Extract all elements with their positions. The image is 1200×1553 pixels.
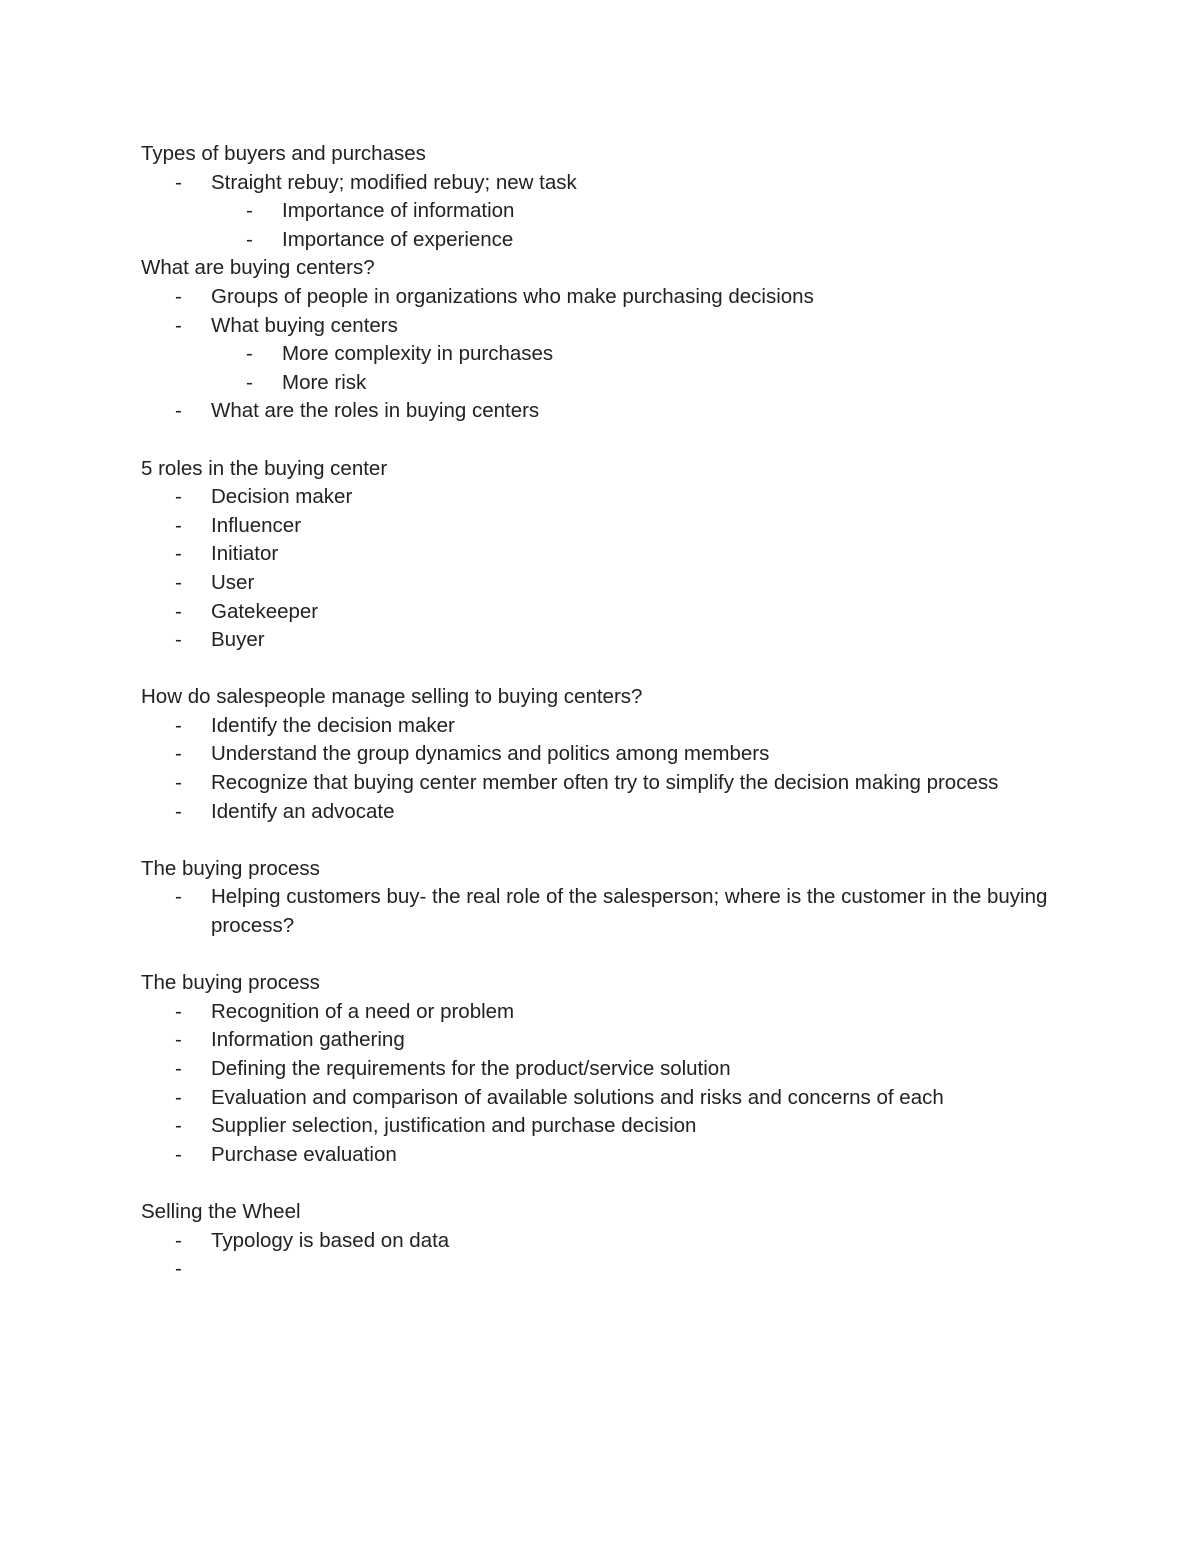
blank-line [141, 426, 1061, 455]
bullet-dash: - [175, 1257, 182, 1281]
list-item-text: Purchase evaluation [211, 1142, 397, 1166]
sub-list-item-text: More risk [282, 370, 367, 394]
bullet-dash: - [175, 542, 182, 566]
section-heading: What are buying centers? [141, 256, 375, 280]
bullet-dash: - [175, 1057, 182, 1080]
list-item-text: Supplier selection, justification and purchase decision [211, 1114, 697, 1138]
sub-list-item [141, 197, 1061, 226]
document-body [141, 140, 1061, 1281]
list-item-text: Helping customers buy- the real role of the salesperson; where is the customer in the buying process? [211, 885, 1048, 938]
list-item [141, 1227, 1061, 1256]
list-item-text: Decision maker [211, 485, 353, 509]
bullet-dash: - [175, 570, 182, 594]
bullet-dash: - [175, 599, 182, 623]
list-item-text: Straight rebuy; modified rebuy; new task [211, 170, 577, 194]
list-item [141, 169, 1061, 198]
list-item-text: Evaluation and comparison of available solutions and risks and concerns of each [211, 1085, 944, 1109]
list-item-text: Typology is based on data [211, 1228, 450, 1252]
bullet-dash: - [175, 1228, 182, 1252]
list-item-text: Gatekeeper [211, 599, 319, 623]
list-item-text: User [211, 570, 255, 594]
sub-list-item-text: Importance of experience [282, 227, 514, 251]
bullet-dash: - [175, 742, 182, 766]
list-item [141, 569, 1061, 598]
list-item [141, 1084, 1061, 1113]
sub-list-item-text: Importance of information [282, 199, 515, 223]
list-item-text: What buying centers [211, 313, 398, 337]
blank-line [141, 941, 1061, 970]
bullet-dash: - [175, 1085, 182, 1109]
bullet-dash: - [175, 885, 182, 909]
list-item-text: What are the roles in buying centers [211, 399, 540, 423]
bullet-dash: - [246, 199, 253, 223]
list-item [141, 769, 1061, 798]
list-item [141, 540, 1061, 569]
list-item [141, 798, 1061, 827]
bullet-dash: - [175, 170, 182, 194]
blank-line [141, 1169, 1061, 1198]
bullet-dash: - [175, 799, 182, 823]
list-item-text: Influencer [211, 513, 302, 537]
list-item-text: Recognize that buying center member often try to simplify the decision making process [211, 771, 999, 795]
bullet-dash: - [175, 399, 182, 423]
blank-line [141, 826, 1061, 855]
list-item [141, 740, 1061, 769]
bullet-dash: - [175, 284, 182, 308]
bullet-dash: - [175, 1028, 182, 1052]
list-item [141, 1141, 1061, 1170]
section-heading: Selling the Wheel [141, 1199, 301, 1223]
bullet-dash: - [246, 370, 253, 394]
bullet-dash: - [175, 513, 182, 537]
list-item [141, 283, 1061, 312]
list-item [141, 1055, 1061, 1084]
list-item [141, 883, 1061, 940]
list-item [141, 712, 1061, 741]
sub-list-item [141, 369, 1061, 398]
list-item-text: Defining the requirements for the product/service solution [211, 1057, 731, 1080]
bullet-dash: - [175, 628, 182, 652]
bullet-dash: - [175, 713, 182, 737]
list-item [141, 312, 1061, 341]
list-item [141, 598, 1061, 627]
sub-list-item [141, 340, 1061, 369]
list-item [141, 1026, 1061, 1055]
bullet-dash: - [175, 485, 182, 509]
sub-list-item-text: More complexity in purchases [282, 342, 554, 366]
section-heading: 5 roles in the buying center [141, 456, 388, 480]
section-heading: The buying process [141, 856, 320, 880]
list-item [141, 626, 1061, 655]
bullet-dash: - [175, 999, 182, 1023]
section-heading: The buying process [141, 971, 320, 995]
bullet-dash: - [175, 1114, 182, 1138]
section-heading: Types of buyers and purchases [141, 142, 426, 165]
bullet-dash: - [175, 313, 182, 337]
list-item-text: Buyer [211, 628, 265, 652]
bullet-dash: - [246, 342, 253, 366]
list-item-text: Groups of people in organizations who make purchasing decisions [211, 284, 814, 308]
list-item-text: Identify an advocate [211, 799, 395, 823]
list-item-text: Information gathering [211, 1028, 405, 1052]
list-item-text: Understand the group dynamics and politics among members [211, 742, 770, 766]
list-item-text: Identify the decision maker [211, 713, 455, 737]
section-heading: How do salespeople manage selling to buying centers? [141, 685, 643, 709]
list-item [141, 998, 1061, 1027]
sub-list-item [141, 226, 1061, 255]
bullet-dash: - [175, 1142, 182, 1166]
list-item [141, 483, 1061, 512]
list-item [141, 512, 1061, 541]
list-item-text: Initiator [211, 542, 279, 566]
list-item [141, 1112, 1061, 1141]
bullet-dash: - [175, 771, 182, 795]
list-item [141, 397, 1061, 426]
list-item-text: Recognition of a need or problem [211, 999, 515, 1023]
blank-line [141, 655, 1061, 684]
bullet-dash: - [246, 227, 253, 251]
